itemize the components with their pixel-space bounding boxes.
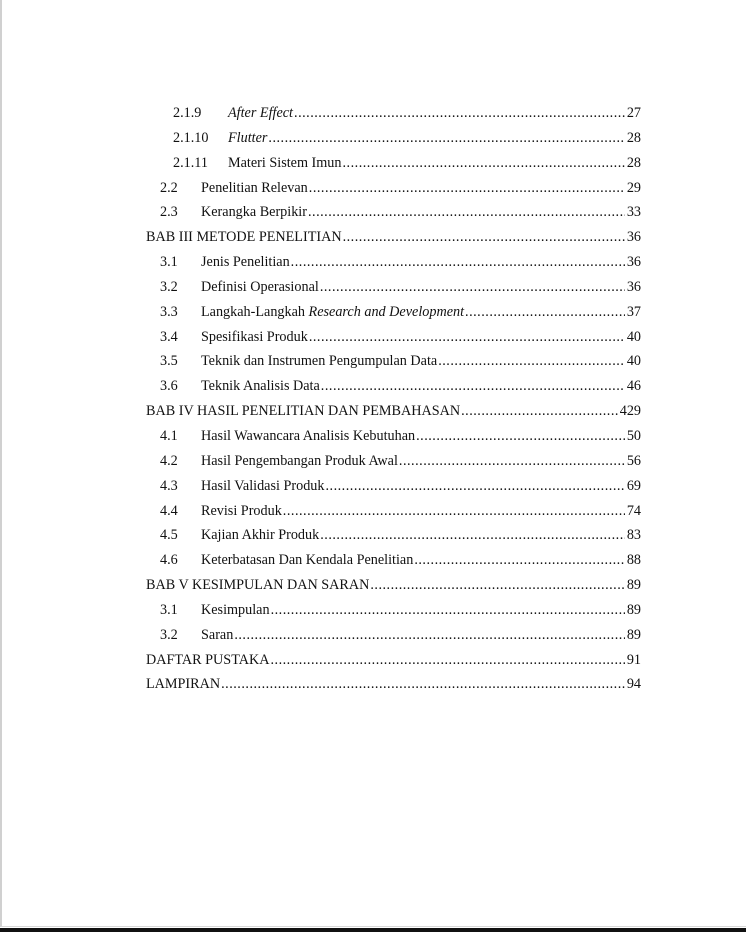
toc-dot-leader: [343, 229, 625, 246]
toc-entry-title-part: Langkah-Langkah: [201, 303, 309, 320]
toc-entry-title-part: Penelitian Relevan: [201, 179, 308, 196]
toc-entry-title: [201, 279, 319, 296]
toc-entry[interactable]: [146, 652, 641, 677]
toc-entry-title: [146, 403, 460, 420]
toc-dot-leader: [343, 155, 625, 172]
toc-entry-title-part: Spesifikasi Produk: [201, 328, 308, 345]
toc-entry-title: [146, 652, 269, 669]
toc-entry-title: [201, 204, 307, 221]
toc-entry-title-part: Jenis Penelitian: [201, 254, 290, 271]
toc-entry-number: 4.1: [160, 427, 178, 444]
toc-entry-number: 2.2: [160, 179, 178, 196]
toc-entry-title: [228, 155, 342, 172]
toc-entry-title: [201, 428, 415, 445]
toc-page-number: 74: [626, 502, 641, 519]
toc-dot-leader: [416, 428, 625, 445]
toc-entry-title-part: Hasil Pengembangan Produk Awal: [201, 452, 398, 469]
toc-entry[interactable]: [146, 105, 641, 130]
toc-entry[interactable]: [146, 254, 641, 279]
toc-entry[interactable]: [146, 155, 641, 180]
toc-entry-number: 4.3: [160, 477, 178, 494]
toc-entry-title: [201, 378, 320, 395]
toc-entry-title-part: Keterbatasan Dan Kendala Penelitian: [201, 552, 414, 569]
toc-entry-title-part: BAB V KESIMPULAN DAN SARAN: [146, 577, 370, 594]
toc-dot-leader: [268, 130, 624, 147]
toc-entry[interactable]: [146, 527, 641, 552]
toc-dot-leader: [320, 279, 625, 296]
toc-dot-leader: [438, 353, 625, 370]
toc-entry-title: [201, 353, 437, 370]
toc-entry[interactable]: [146, 602, 641, 627]
toc-entry[interactable]: [146, 329, 641, 354]
toc-entry-number: 4.2: [160, 452, 178, 469]
toc-entry-number: 2.1.10: [173, 129, 209, 146]
toc-entry[interactable]: [146, 552, 641, 577]
toc-entry[interactable]: [146, 180, 641, 205]
toc-entry[interactable]: [146, 403, 641, 428]
toc-page-number: 28: [626, 154, 641, 171]
toc-page-number: 89: [626, 626, 641, 643]
toc-page-number: 91: [626, 651, 641, 668]
toc-entry-title: [201, 453, 398, 470]
toc-dot-leader: [221, 676, 625, 693]
toc-dot-leader: [321, 378, 625, 395]
toc-entry-title: [201, 180, 308, 197]
toc-entry-number: 4.6: [160, 552, 178, 569]
toc-entry[interactable]: [146, 503, 641, 528]
toc-page-number: 33: [626, 204, 641, 221]
toc-entry-number: 3.5: [160, 353, 178, 370]
toc-entry-title-part: After Effect: [228, 105, 294, 121]
toc-entry[interactable]: [146, 229, 641, 254]
toc-entry-number: 3.1: [160, 254, 178, 271]
toc-dot-leader: [414, 552, 624, 569]
toc-page-number: 94: [626, 676, 641, 693]
toc-entry-title-part: Materi Sistem Imun: [228, 154, 342, 171]
toc-dot-leader: [294, 105, 625, 122]
toc-page-number: 46: [626, 378, 641, 395]
toc-entry[interactable]: [146, 304, 641, 329]
table-of-contents: [146, 105, 641, 701]
toc-entry-title: [146, 676, 220, 693]
toc-entry-title-part: DAFTAR PUSTAKA: [146, 651, 270, 668]
toc-page-number: 27: [626, 105, 641, 121]
toc-entry[interactable]: [146, 577, 641, 602]
toc-page-number: 69: [626, 477, 641, 494]
toc-entry[interactable]: [146, 627, 641, 652]
toc-entry-title-part: Teknik dan Instrumen Pengumpulan Data: [201, 353, 438, 370]
toc-dot-leader: [325, 478, 624, 495]
toc-entry-title: [201, 602, 270, 619]
toc-dot-leader: [465, 304, 625, 321]
toc-dot-leader: [308, 204, 625, 221]
toc-page-number: 50: [626, 427, 641, 444]
toc-entry-title-part: Flutter: [228, 129, 268, 146]
toc-entry-number: 3.2: [160, 278, 178, 295]
toc-entry-title-part: Hasil Validasi Produk: [201, 477, 325, 494]
toc-entry-title-part: BAB III METODE PENELITIAN: [146, 229, 342, 246]
toc-entry-title-part: BAB IV HASIL PENELITIAN DAN PEMBAHASAN: [146, 403, 461, 420]
toc-dot-leader: [309, 329, 625, 346]
toc-page-number: 40: [626, 328, 641, 345]
toc-entry-title-part: Research and Development: [308, 303, 465, 320]
toc-page-number: 28: [626, 129, 641, 146]
toc-entry[interactable]: [146, 478, 641, 503]
toc-dot-leader: [271, 602, 625, 619]
toc-dot-leader: [291, 254, 625, 271]
toc-entry-title-part: Revisi Produk: [201, 502, 282, 519]
toc-entry-title: [201, 527, 319, 544]
toc-entry[interactable]: [146, 353, 641, 378]
toc-entry-number: 3.3: [160, 303, 178, 320]
toc-entry-title: [146, 229, 342, 246]
toc-entry[interactable]: [146, 453, 641, 478]
toc-entry-number: 2.1.11: [173, 154, 208, 171]
viewer-bottom-edge: [0, 928, 746, 932]
toc-entry-title-part: Kajian Akhir Produk: [201, 527, 320, 544]
toc-dot-leader: [320, 527, 625, 544]
toc-entry-title-part: Kerangka Berpikir: [201, 204, 307, 221]
toc-entry-title: [201, 503, 282, 520]
toc-entry-title: [201, 478, 324, 495]
toc-entry-title: [228, 105, 293, 122]
toc-entry[interactable]: [146, 428, 641, 453]
toc-entry[interactable]: [146, 204, 641, 229]
toc-page-number: 37: [626, 303, 641, 320]
toc-entry-title-part: Teknik Analisis Data: [201, 378, 320, 395]
toc-dot-leader: [309, 180, 625, 197]
toc-dot-leader: [270, 652, 624, 669]
toc-page-number: 36: [626, 229, 641, 246]
toc-page-number: 429: [619, 403, 641, 420]
toc-entry-title-part: Saran: [201, 626, 234, 643]
toc-page-number: 83: [626, 527, 641, 544]
toc-dot-leader: [370, 577, 624, 594]
toc-entry[interactable]: [146, 130, 641, 155]
toc-entry-title: [201, 627, 233, 644]
toc-entry-title: [201, 304, 464, 321]
toc-entry-title: [201, 552, 413, 569]
toc-entry[interactable]: [146, 676, 641, 701]
toc-entry-title: [146, 577, 369, 594]
toc-entry-number: 2.1.9: [173, 105, 202, 121]
toc-entry-title-part: Hasil Wawancara Analisis Kebutuhan: [201, 427, 416, 444]
toc-dot-leader: [461, 403, 618, 420]
toc-entry-number: 4.4: [160, 502, 178, 519]
toc-entry[interactable]: [146, 279, 641, 304]
toc-page-number: 40: [626, 353, 641, 370]
toc-page-number: 56: [626, 452, 641, 469]
toc-dot-leader: [283, 503, 625, 520]
toc-entry-title-part: LAMPIRAN: [146, 676, 221, 693]
toc-page-number: 29: [626, 179, 641, 196]
toc-entry-title: [201, 254, 290, 271]
toc-page-number: 89: [626, 601, 641, 618]
toc-entry-title-part: Definisi Operasional: [201, 278, 319, 295]
toc-entry-number: 4.5: [160, 527, 178, 544]
toc-dot-leader: [399, 453, 625, 470]
toc-dot-leader: [234, 627, 625, 644]
toc-entry-title: [228, 130, 267, 147]
toc-page-number: 88: [626, 552, 641, 569]
toc-page-number: 36: [626, 278, 641, 295]
toc-entry-number: 3.2: [160, 626, 178, 643]
toc-entry-number: 3.1: [160, 601, 178, 618]
toc-entry-number: 3.6: [160, 378, 178, 395]
toc-entry-title-part: Kesimpulan: [201, 601, 270, 618]
toc-entry-number: 2.3: [160, 204, 178, 221]
toc-entry-number: 3.4: [160, 328, 178, 345]
toc-page-number: 36: [626, 254, 641, 271]
toc-page-number: 89: [626, 577, 641, 594]
toc-entry-title: [201, 329, 308, 346]
toc-entry[interactable]: [146, 378, 641, 403]
